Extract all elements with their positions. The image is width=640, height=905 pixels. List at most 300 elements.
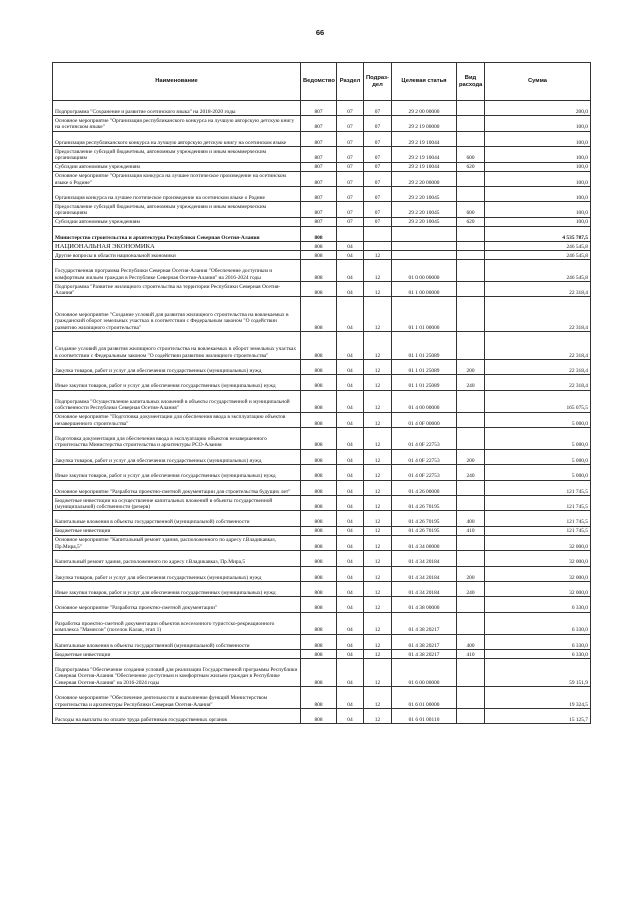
row-section: 04 — [337, 511, 364, 526]
row-dept: 807 — [301, 171, 337, 186]
row-subsection: 12 — [364, 566, 392, 581]
row-dept: 808 — [301, 597, 337, 612]
row-exp-type: 620 — [457, 217, 485, 226]
table-row — [53, 217, 591, 226]
row-section: 07 — [337, 162, 364, 171]
row-target: 01 4 26 00000 — [392, 480, 457, 495]
row-exp-type: 240 — [457, 465, 485, 480]
row-section: 07 — [337, 202, 364, 217]
row-subsection: 12 — [364, 496, 392, 511]
row-exp-type — [457, 297, 485, 332]
table-row — [53, 449, 591, 464]
row-dept: 808 — [301, 649, 337, 658]
row-name: Основное мероприятие "Разработка проектно-сметной документации" — [53, 597, 301, 612]
row-sum: 32 000,0 — [485, 566, 591, 581]
row-section: 07 — [337, 131, 364, 146]
row-section: 04 — [337, 535, 364, 550]
row-section — [337, 226, 364, 241]
table-row — [53, 242, 591, 251]
row-section: 04 — [337, 297, 364, 332]
row-target: 29 2 19 10044 — [392, 131, 457, 146]
row-section: 04 — [337, 428, 364, 450]
table-row — [53, 634, 591, 649]
row-dept: 808 — [301, 480, 337, 495]
row-dept: 808 — [301, 226, 337, 241]
row-subsection: 12 — [364, 511, 392, 526]
row-dept: 808 — [301, 360, 337, 375]
row-dept: 808 — [301, 390, 337, 412]
row-exp-type — [457, 412, 485, 427]
row-name: Организация конкурса на лучшее поэтическое произведение на осетинском языке о Родине — [53, 186, 301, 201]
row-target: 01 1 01 25089 — [392, 360, 457, 375]
table-row — [53, 331, 591, 359]
row-exp-type — [457, 131, 485, 146]
row-target: 29 2 00 00000 — [392, 101, 457, 116]
row-target: 29 2 20 10045 — [392, 217, 457, 226]
row-sum: 5 000,0 — [485, 465, 591, 480]
row-subsection: 12 — [364, 551, 392, 566]
row-subsection: 07 — [364, 131, 392, 146]
row-subsection: 12 — [364, 535, 392, 550]
row-subsection: 12 — [364, 480, 392, 495]
row-sum: 15 125,7 — [485, 708, 591, 723]
row-sum: 5 000,0 — [485, 428, 591, 450]
row-target: 01 0 00 00000 — [392, 260, 457, 282]
row-dept: 807 — [301, 131, 337, 146]
row-name: Субсидии автономным учреждениям — [53, 162, 301, 171]
row-target: 01 4 34 00000 — [392, 535, 457, 550]
row-exp-type: 240 — [457, 375, 485, 390]
row-name: Бюджетные инвестиции на осуществление капитальных вложений в объекты государственной (муниципальной) собственности (резерв) — [53, 496, 301, 511]
table-row — [53, 297, 591, 332]
table-row — [53, 612, 591, 634]
table-row — [53, 251, 591, 260]
table-row — [53, 597, 591, 612]
row-subsection: 12 — [364, 708, 392, 723]
row-sum: 121 745,5 — [485, 511, 591, 526]
table-row — [53, 202, 591, 217]
row-subsection — [364, 226, 392, 241]
table-row — [53, 375, 591, 390]
row-subsection: 07 — [364, 202, 392, 217]
row-target: 01 4 26 70195 — [392, 526, 457, 535]
row-exp-type: 400 — [457, 634, 485, 649]
row-subsection: 12 — [364, 687, 392, 709]
row-name: Государственная программа Республики Северная Осетия-Алания "Обеспечение доступным и комфортным жильем граждан в Республике Северная Осетия-Алания" на 2016-2024 годы — [53, 260, 301, 282]
row-target — [392, 226, 457, 241]
row-subsection: 07 — [364, 101, 392, 116]
row-sum: 22 318,4 — [485, 297, 591, 332]
page-number: 66 — [315, 28, 325, 37]
row-section: 04 — [337, 251, 364, 260]
row-name: Иные закупки товаров, работ и услуг для обеспечения государственных (муниципальных) нужд — [53, 375, 301, 390]
row-target: 01 6 01 00110 — [392, 708, 457, 723]
row-dept: 808 — [301, 551, 337, 566]
row-dept: 808 — [301, 687, 337, 709]
row-sum: 6 330,0 — [485, 634, 591, 649]
row-exp-type — [457, 496, 485, 511]
row-target: 01 4 26 70195 — [392, 496, 457, 511]
row-section: 04 — [337, 242, 364, 251]
table-row — [53, 649, 591, 658]
row-sum: 5 000,0 — [485, 412, 591, 427]
row-sum: 200,0 — [485, 101, 591, 116]
row-sum: 22 318,4 — [485, 360, 591, 375]
row-sum: 5 000,0 — [485, 449, 591, 464]
header-target: Целевая статья — [392, 63, 457, 101]
header-section: Раздел — [337, 63, 364, 101]
table-row — [53, 186, 591, 201]
row-exp-type — [457, 535, 485, 550]
row-section: 04 — [337, 360, 364, 375]
row-exp-type — [457, 186, 485, 201]
row-exp-type — [457, 226, 485, 241]
row-exp-type — [457, 281, 485, 296]
row-name: Иные закупки товаров, работ и услуг для обеспечения государственных (муниципальных) нужд — [53, 581, 301, 596]
row-dept: 808 — [301, 658, 337, 686]
table-row — [53, 226, 591, 241]
row-target: 29 2 19 10044 — [392, 162, 457, 171]
row-exp-type: 200 — [457, 360, 485, 375]
row-subsection: 12 — [364, 375, 392, 390]
row-name: Организация республиканского конкурса на лучшую авторскую детскую книгу на осетинском языке — [53, 131, 301, 146]
row-subsection: 12 — [364, 251, 392, 260]
table-row — [53, 162, 591, 171]
row-dept: 807 — [301, 116, 337, 131]
row-exp-type: 200 — [457, 449, 485, 464]
header-exp-type: Вид расхода — [457, 63, 485, 101]
row-subsection: 12 — [364, 297, 392, 332]
row-target: 29 2 20 10045 — [392, 202, 457, 217]
row-name: Капитальный ремонт здания, расположенного по адресу г.Владикавказ, Пр.Мира,5 — [53, 551, 301, 566]
table-row — [53, 360, 591, 375]
row-subsection: 12 — [364, 390, 392, 412]
row-dept: 808 — [301, 331, 337, 359]
table-row — [53, 260, 591, 282]
row-target: 01 6 01 00000 — [392, 687, 457, 709]
row-name: Бюджетные инвестиции — [53, 526, 301, 535]
table-header-row — [53, 63, 591, 101]
row-section: 04 — [337, 465, 364, 480]
row-dept: 807 — [301, 162, 337, 171]
row-subsection: 12 — [364, 581, 392, 596]
row-name: Основное мероприятие "Организация конкурса на лучшее поэтическое произведение на осетинском языке о Родине" — [53, 171, 301, 186]
row-target: 29 2 19 10044 — [392, 147, 457, 162]
row-name: Предоставление субсидий бюджетным, автономным учреждениям и иным некоммерческим организациям — [53, 147, 301, 162]
row-section: 04 — [337, 612, 364, 634]
row-name: Подпрограмма "Осуществление капитальных вложений в объекты государственной и муниципальной собственности Республики Северная Осетия-Алания" — [53, 390, 301, 412]
row-dept: 808 — [301, 260, 337, 282]
table-row — [53, 551, 591, 566]
row-subsection: 12 — [364, 428, 392, 450]
row-section: 04 — [337, 687, 364, 709]
row-target: 01 1 00 00000 — [392, 281, 457, 296]
row-subsection: 12 — [364, 649, 392, 658]
row-target: 01 4 26 70195 — [392, 511, 457, 526]
row-section: 07 — [337, 147, 364, 162]
table-row — [53, 171, 591, 186]
row-exp-type: 400 — [457, 511, 485, 526]
row-dept: 808 — [301, 612, 337, 634]
row-dept: 808 — [301, 708, 337, 723]
row-name: Иные закупки товаров, работ и услуг для обеспечения государственных (муниципальных) нужд — [53, 465, 301, 480]
row-subsection: 12 — [364, 465, 392, 480]
row-section: 04 — [337, 412, 364, 427]
row-sum: 22 318,4 — [485, 281, 591, 296]
row-section: 04 — [337, 449, 364, 464]
row-target: 29 2 20 10045 — [392, 186, 457, 201]
row-target: 01 4 34 20184 — [392, 581, 457, 596]
row-sum: 6 330,0 — [485, 597, 591, 612]
row-target: 01 4 0F 22753 — [392, 428, 457, 450]
row-dept: 808 — [301, 566, 337, 581]
row-subsection: 12 — [364, 412, 392, 427]
row-name: Предоставление субсидий бюджетным, автономным учреждениям и иным некоммерческим организациям — [53, 202, 301, 217]
row-name: НАЦИОНАЛЬНАЯ ЭКОНОМИКА — [53, 242, 301, 251]
row-subsection: 07 — [364, 171, 392, 186]
row-section: 04 — [337, 331, 364, 359]
row-target: 01 4 38 20217 — [392, 634, 457, 649]
row-sum: 22 318,4 — [485, 331, 591, 359]
row-sum: 32 000,0 — [485, 551, 591, 566]
row-name: Разработка проектно-сметной документации объектов всесезонного туристско-рекреационного комплекса "Мамисон" (поселок Калак, этап 1) — [53, 612, 301, 634]
row-exp-type: 620 — [457, 162, 485, 171]
row-target: 01 4 0F 00000 — [392, 412, 457, 427]
row-section: 04 — [337, 496, 364, 511]
table-row — [53, 116, 591, 131]
row-sum: 246 545,8 — [485, 242, 591, 251]
table-row — [53, 658, 591, 686]
row-subsection: 12 — [364, 360, 392, 375]
row-exp-type — [457, 331, 485, 359]
row-sum: 100,0 — [485, 147, 591, 162]
table-row — [53, 480, 591, 495]
row-exp-type — [457, 658, 485, 686]
row-exp-type — [457, 428, 485, 450]
row-dept: 808 — [301, 297, 337, 332]
table-row — [53, 496, 591, 511]
row-section: 04 — [337, 375, 364, 390]
row-dept: 808 — [301, 634, 337, 649]
row-dept: 807 — [301, 186, 337, 201]
row-subsection: 07 — [364, 217, 392, 226]
budget-table — [52, 62, 591, 724]
row-sum: 6 330,0 — [485, 649, 591, 658]
row-dept: 807 — [301, 202, 337, 217]
row-target: 01 4 38 00000 — [392, 597, 457, 612]
row-target — [392, 251, 457, 260]
row-sum: 246 545,8 — [485, 251, 591, 260]
row-section: 04 — [337, 480, 364, 495]
row-section: 04 — [337, 566, 364, 581]
table-row — [53, 390, 591, 412]
header-dept: Ведомство — [301, 63, 337, 101]
table-row — [53, 511, 591, 526]
table-row — [53, 526, 591, 535]
row-target: 01 4 00 00000 — [392, 390, 457, 412]
table-row — [53, 428, 591, 450]
row-name: Создание условий для развития жилищного строительства на вовлекаемых в оборот земельных участках в соответствии с Федеральным законом "О содействии развитию жилищного строительства" — [53, 331, 301, 359]
row-sum: 100,0 — [485, 217, 591, 226]
row-subsection: 07 — [364, 116, 392, 131]
row-target: 01 1 01 25089 — [392, 331, 457, 359]
row-section: 07 — [337, 186, 364, 201]
row-target: 01 4 38 20217 — [392, 649, 457, 658]
row-target: 01 1 01 00000 — [392, 297, 457, 332]
row-sum: 121 745,5 — [485, 496, 591, 511]
row-exp-type — [457, 171, 485, 186]
row-exp-type: 240 — [457, 581, 485, 596]
row-name: Основное мероприятие "Организация республиканского конкурса на лучшую авторскую детскую книгу на осетинском языке" — [53, 116, 301, 131]
row-dept: 807 — [301, 217, 337, 226]
row-sum: 121 745,5 — [485, 526, 591, 535]
row-section: 07 — [337, 116, 364, 131]
row-target: 29 2 20 00000 — [392, 171, 457, 186]
row-exp-type: 410 — [457, 526, 485, 535]
row-section: 04 — [337, 551, 364, 566]
row-dept: 808 — [301, 511, 337, 526]
table-row — [53, 131, 591, 146]
row-sum: 100,0 — [485, 131, 591, 146]
row-target: 01 4 34 20184 — [392, 551, 457, 566]
row-subsection: 07 — [364, 186, 392, 201]
row-subsection: 12 — [364, 331, 392, 359]
table-row — [53, 281, 591, 296]
row-sum: 22 318,4 — [485, 375, 591, 390]
row-section: 04 — [337, 708, 364, 723]
row-exp-type: 410 — [457, 649, 485, 658]
row-target: 01 4 0F 22753 — [392, 465, 457, 480]
row-subsection: 12 — [364, 597, 392, 612]
row-dept: 808 — [301, 375, 337, 390]
row-target: 01 4 0F 22753 — [392, 449, 457, 464]
row-exp-type — [457, 551, 485, 566]
row-name: Подпрограмма "Обеспечение создания условий для реализации Государственной программы Республики Северная Осетия-Алания "Обеспечение доступным и комфортным жильем граждан в Республике Северная Осетия-Алания" на 2016-2024 годы — [53, 658, 301, 686]
table-row — [53, 101, 591, 116]
row-name: Подготовка документации для обеспечения ввода в эксплуатацию объектов незавершенного строительства Министерства строительства и архитектуры РСО-Алания — [53, 428, 301, 450]
row-sum: 100,0 — [485, 202, 591, 217]
row-subsection: 12 — [364, 526, 392, 535]
row-exp-type — [457, 101, 485, 116]
row-dept: 807 — [301, 101, 337, 116]
row-subsection: 07 — [364, 147, 392, 162]
row-section: 04 — [337, 658, 364, 686]
row-dept: 808 — [301, 465, 337, 480]
row-sum: 19 324,5 — [485, 687, 591, 709]
table-row — [53, 566, 591, 581]
row-subsection: 12 — [364, 612, 392, 634]
row-exp-type — [457, 251, 485, 260]
row-name: Бюджетные инвестиции — [53, 649, 301, 658]
row-section: 04 — [337, 526, 364, 535]
row-subsection: 12 — [364, 634, 392, 649]
row-sum: 100,0 — [485, 116, 591, 131]
row-name: Расходы на выплаты по оплате труда работников государственных органов — [53, 708, 301, 723]
row-section: 04 — [337, 281, 364, 296]
row-name: Субсидии автономным учреждениям — [53, 217, 301, 226]
table-row — [53, 535, 591, 550]
row-subsection: 07 — [364, 162, 392, 171]
row-sum: 100,0 — [485, 186, 591, 201]
row-section: 07 — [337, 217, 364, 226]
row-dept: 808 — [301, 281, 337, 296]
header-name: Наименование — [53, 63, 301, 101]
table-row — [53, 581, 591, 596]
header-sum: Сумма — [485, 63, 591, 101]
table-row — [53, 412, 591, 427]
row-exp-type — [457, 708, 485, 723]
row-name: Подпрограмма "Сохранение и развитие осетинского языка" на 2018-2020 годы — [53, 101, 301, 116]
row-section: 07 — [337, 101, 364, 116]
row-sum: 32 000,0 — [485, 535, 591, 550]
row-section: 04 — [337, 260, 364, 282]
row-name: Подпрограмма "Развитие жилищного строительства на территории Республики Северная Осетия-Алания" — [53, 281, 301, 296]
row-name: Закупка товаров, работ и услуг для обеспечения государственных (муниципальных) нужд — [53, 566, 301, 581]
row-name: Другие вопросы в области национальной экономики — [53, 251, 301, 260]
row-subsection: 12 — [364, 281, 392, 296]
row-exp-type — [457, 597, 485, 612]
row-sum: 6 330,0 — [485, 612, 591, 634]
table-row — [53, 465, 591, 480]
row-name: Закупка товаров, работ и услуг для обеспечения государственных (муниципальных) нужд — [53, 449, 301, 464]
row-subsection: 12 — [364, 658, 392, 686]
row-exp-type: 600 — [457, 147, 485, 162]
row-name: Закупка товаров, работ и услуг для обеспечения государственных (муниципальных) нужд — [53, 360, 301, 375]
row-sum: 59 151,9 — [485, 658, 591, 686]
row-dept: 808 — [301, 449, 337, 464]
row-section: 07 — [337, 171, 364, 186]
row-name: Основное мероприятие "Создание условий для развития жилищного строительства на вовлекаемых в гражданский оборот земельных участках в соответствии с Федеральным законом "О содействии развитию жилищного строительства" — [53, 297, 301, 332]
row-exp-type: 200 — [457, 566, 485, 581]
row-target: 01 4 38 20217 — [392, 612, 457, 634]
row-exp-type — [457, 260, 485, 282]
row-section: 04 — [337, 390, 364, 412]
row-exp-type: 600 — [457, 202, 485, 217]
row-exp-type — [457, 687, 485, 709]
row-exp-type — [457, 116, 485, 131]
row-dept: 808 — [301, 535, 337, 550]
row-dept: 808 — [301, 581, 337, 596]
row-dept: 808 — [301, 242, 337, 251]
table-row — [53, 687, 591, 709]
row-name: Капитальные вложения в объекты государственной (муниципальной) собственности — [53, 634, 301, 649]
row-exp-type — [457, 480, 485, 495]
row-subsection: 12 — [364, 449, 392, 464]
row-target: 01 1 01 25089 — [392, 375, 457, 390]
row-exp-type — [457, 242, 485, 251]
row-name: Основное мероприятие "Разработка проектно-сметной документации для строительства будущих лет" — [53, 480, 301, 495]
row-sum: 165 075,5 — [485, 390, 591, 412]
row-subsection: 12 — [364, 260, 392, 282]
row-dept: 808 — [301, 496, 337, 511]
table-row — [53, 708, 591, 723]
row-dept: 808 — [301, 428, 337, 450]
row-target: 01 4 34 20184 — [392, 566, 457, 581]
row-section: 04 — [337, 634, 364, 649]
row-target: 29 2 19 00000 — [392, 116, 457, 131]
row-target — [392, 242, 457, 251]
row-exp-type — [457, 390, 485, 412]
row-name: Основное мероприятие "Капитальный ремонт здания, расположенного по адресу г.Владикавказ, Пр.Мира,5" — [53, 535, 301, 550]
row-target: 01 6 00 00000 — [392, 658, 457, 686]
row-section: 04 — [337, 581, 364, 596]
row-dept: 808 — [301, 412, 337, 427]
row-name: Капитальные вложения в объекты государственной (муниципальной) собственности — [53, 511, 301, 526]
row-name: Основное мероприятие "Обеспечение деятельности и выполнение функций Министерством строительства и архитектуры Республики Северная Осетия-Алания" — [53, 687, 301, 709]
row-sum: 100,0 — [485, 171, 591, 186]
row-section: 04 — [337, 649, 364, 658]
row-name: Основное мероприятие "Подготовка документации для обеспечения ввода в эксплуатацию объектов незавершенного строительства" — [53, 412, 301, 427]
